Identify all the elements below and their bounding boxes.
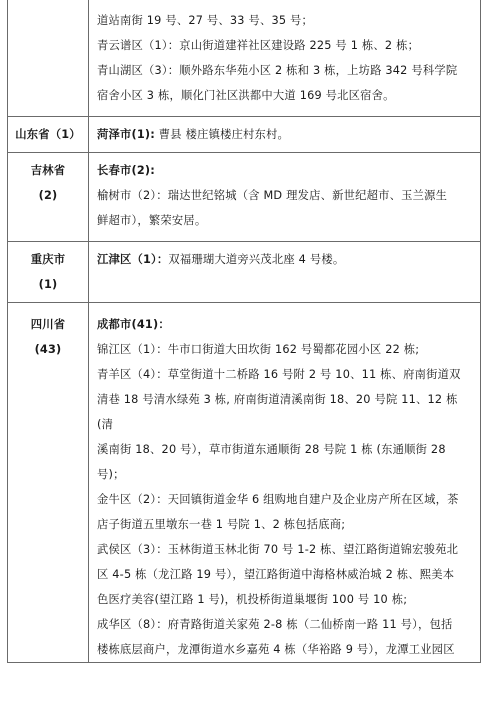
table-row <box>8 117 481 153</box>
content-cell <box>89 0 481 117</box>
address-line: 青羊区（4）：草堂街道十二桥路 16 号附 2 号 10、11 栋、府南街道双 <box>97 368 461 381</box>
address-line: 武侯区（3）：玉林街道玉林北街 70 号 1-2 栋、望江路街道锦宏骏苑北 <box>97 543 459 556</box>
address-line: 青山湖区（3）：顺外路东华苑小区 2 栋和 3 栋，上坊路 342 号科学院 <box>97 64 458 77</box>
province-name: 吉林省 <box>30 164 66 177</box>
province-name: 四川省 <box>30 318 66 331</box>
address-line: 清巷 18 号清水绿苑 3 栋, 府南街道清溪南街 18、20 号院 11、12 栋 (清 <box>97 393 458 431</box>
address-text: 双福珊瑚大道旁兴茂北座 4 号楼。 <box>168 253 345 266</box>
address-line: 楼栋底层商户，龙潭街道水乡嘉苑 4 栋（华裕路 9 号），龙潭工业园区 <box>97 643 455 656</box>
province-count: (1) <box>38 278 58 291</box>
address-line: 锦江区（1）：牛市口街道大田坎街 162 号蜀都花园小区 22 栋; <box>97 343 420 356</box>
address-line: 色医疗美容(望江路 1 号)，机投桥街道巢堰街 100 号 10 栋; <box>97 593 408 606</box>
province-count: (43) <box>34 343 62 356</box>
address-line: 金牛区（2）：天回镇街道金华 6 组购地自建户及企业房产所在区域，茶 <box>97 493 459 506</box>
address-line: 区 4-5 栋（龙江路 19 号），望江路街道中海格林威治城 2 栋、熙美本 <box>97 568 455 581</box>
province-name: 重庆市 <box>30 253 66 266</box>
address-text: 曹县 楼庄镇楼庄村东村。 <box>155 128 290 141</box>
address-line: 鲜超市），繁荣安居。 <box>97 214 207 227</box>
province-name: 山东省（1） <box>15 128 81 141</box>
address-line: 青云谱区（1）：京山街道建祥社区建设路 225 号 1 栋、2 栋； <box>97 39 420 52</box>
address-line <box>97 122 474 147</box>
table-row <box>8 153 481 242</box>
province-cell <box>8 303 89 663</box>
content-cell <box>89 117 481 153</box>
content-cell <box>89 303 481 663</box>
province-cell <box>8 117 89 153</box>
province-cell <box>8 0 89 117</box>
table-row <box>8 303 481 663</box>
document-table <box>7 0 481 663</box>
address-line: 溪南街 18、20 号），草市街道东通顺街 28 号院 1 栋 (东通顺街 28 号)； <box>97 443 446 481</box>
address-line: 宿舍小区 3 栋，顺化门社区洪都中大道 169 号北区宿舍。 <box>97 89 395 102</box>
address-line: 榆树市（2）：瑞达世纪铭城（含 MD 理发店、新世纪超市、玉兰源生 <box>97 189 448 202</box>
table-row <box>8 0 481 117</box>
province-count: (2) <box>38 189 58 202</box>
province-cell <box>8 242 89 303</box>
address-line: 道站南街 19 号、27 号、33 号、35 号； <box>97 14 314 27</box>
table-row <box>8 242 481 303</box>
city-name: 菏泽市(1): <box>97 128 155 141</box>
address-line <box>97 247 474 272</box>
province-cell <box>8 153 89 242</box>
content-cell <box>89 153 481 242</box>
content-cell <box>89 242 481 303</box>
city-name: 成都市(41)： <box>97 318 170 331</box>
city-name: 长春市(2): <box>97 164 155 177</box>
city-name: 江津区（1）： <box>97 253 169 266</box>
address-line: 店子街道五里墩东一巷 1 号院 1、2 栋包括底商; <box>97 518 346 531</box>
address-line: 成华区（8）：府青路街道关家苑 2-8 栋（二仙桥南一路 11 号），包括 <box>97 618 453 631</box>
